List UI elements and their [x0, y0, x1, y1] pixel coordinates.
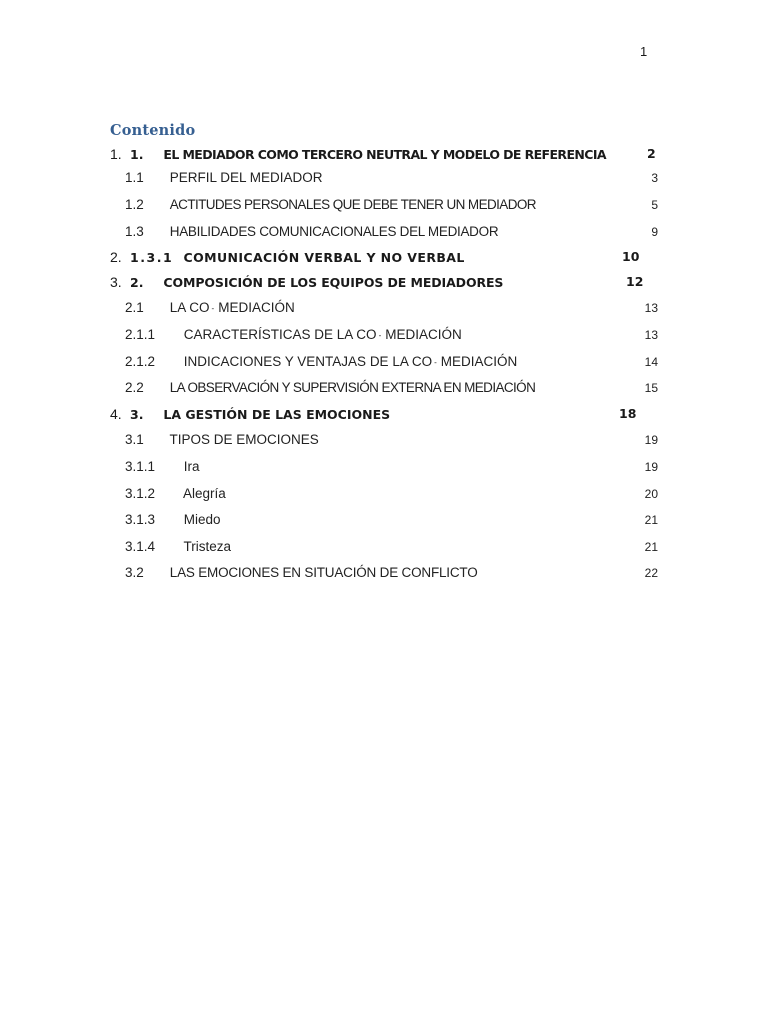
toc-entry-page: 5 [651, 198, 658, 212]
toc-entry-number: 3.1.4 [125, 539, 156, 554]
toc-entry-number: 3.1.1 [125, 459, 156, 474]
toc-entry-2-1[interactable] [125, 300, 658, 315]
toc-entry-page: 12 [626, 274, 644, 289]
toc-entry-number: 3.2 [125, 565, 144, 580]
toc-entry-1[interactable] [110, 146, 656, 162]
toc-entry-title: Ira [183, 459, 200, 474]
toc-entry-title: PERFIL DEL MEDIADOR [169, 170, 323, 185]
hyphen: - [434, 357, 437, 367]
toc-entry-3-1-4[interactable] [125, 539, 658, 554]
hyphen: - [378, 330, 382, 340]
toc-entry-title: Miedo [183, 512, 221, 527]
toc-entry-page: 14 [644, 355, 658, 369]
toc-entry-number: 1. [130, 147, 144, 162]
toc-entry-page: 2 [647, 146, 656, 161]
toc-entry-2-1-1[interactable] [125, 327, 658, 342]
toc-entry-number: 2.1.2 [125, 354, 156, 369]
toc-entry-number: 3.1 [125, 432, 144, 447]
toc-entry-prefix: 4. [110, 406, 122, 422]
toc-entry-3-2[interactable] [125, 565, 658, 580]
toc-entry-number: 1.3 [125, 224, 144, 239]
toc-entry-title [184, 354, 518, 369]
toc-entry-title-part: INDICACIONES Y VENTAJAS DE LA CO [183, 354, 433, 369]
toc-entry-page: 10 [622, 249, 640, 264]
toc-entry-1-3[interactable] [125, 224, 658, 239]
toc-entry-3-1-2[interactable] [125, 486, 658, 501]
toc-entry-2-1-2[interactable] [125, 354, 658, 369]
toc-entry-page: 22 [644, 566, 658, 580]
toc-entry-3-1[interactable] [125, 432, 658, 447]
toc-entry-1-2[interactable] [125, 197, 658, 212]
toc-entry-number: 2.1 [125, 300, 144, 315]
toc-entry-number: 3.1.2 [125, 486, 156, 501]
toc-entry-title-part: LA CO [169, 300, 210, 315]
toc-entry-title-part: MEDIACIÓN [385, 327, 462, 342]
toc-entry-page: 19 [644, 433, 658, 447]
toc-entry-title: COMUNICACIÓN VERBAL Y NO VERBAL [183, 250, 465, 265]
toc-entry-2[interactable] [110, 274, 644, 290]
toc-entry-title: Alegría [183, 486, 226, 501]
toc-entry-title: COMPOSICIÓN DE LOS EQUIPOS DE MEDIADORES [163, 275, 504, 290]
toc-entry-title-part: MEDIACIÓN [218, 300, 295, 315]
toc-entry-prefix: 3. [110, 274, 122, 290]
toc-entry-number: 2.1.1 [125, 327, 156, 342]
hyphen: - [211, 303, 215, 313]
toc-entry-title: TIPOS DE EMOCIONES [169, 432, 319, 447]
page-number: 1 [640, 44, 648, 59]
toc-entry-title: LA GESTIÓN DE LAS EMOCIONES [163, 407, 391, 422]
toc-entry-page: 19 [644, 460, 658, 474]
toc-entry-title: Tristeza [183, 539, 232, 554]
toc-entry-page: 20 [644, 487, 658, 501]
toc-entry-page: 9 [651, 225, 658, 239]
toc-entry-title-part: MEDIACIÓN [440, 354, 518, 369]
toc-entry-2-2[interactable] [125, 380, 658, 395]
toc-entry-page: 18 [619, 406, 637, 421]
toc-entry-page: 21 [644, 513, 658, 527]
toc-entry-number: 1.3.1 [130, 250, 174, 265]
toc-entry-prefix: 1. [110, 146, 122, 162]
toc-entry-3-1-1[interactable] [125, 459, 658, 474]
toc-entry-number: 1.2 [125, 197, 144, 212]
toc-entry-page: 13 [644, 301, 658, 315]
toc-entry-1-3-1[interactable] [110, 249, 640, 265]
toc-entry-title: LAS EMOCIONES EN SITUACIÓN DE CONFLICTO [169, 565, 478, 580]
toc-entry-title-part: CARACTERÍSTICAS DE LA CO [183, 327, 377, 342]
toc-entry-1-1[interactable] [125, 170, 658, 185]
toc-entry-title: EL MEDIADOR COMO TERCERO NEUTRAL Y MODELO DE REFERENCIA [163, 147, 606, 162]
toc-entry-number: 2. [130, 275, 144, 290]
toc-entry-number: 3.1.3 [125, 512, 156, 527]
toc-entry-number: 3. [130, 407, 144, 422]
toc-entry-title: LA OBSERVACIÓN Y SUPERVISIÓN EXTERNA EN MEDIACIÓN [169, 380, 536, 395]
toc-entry-title: ACTITUDES PERSONALES QUE DEBE TENER UN MEDIADOR [169, 197, 536, 212]
toc-title: Contenido [110, 122, 196, 139]
toc-entry-number: 1.1 [125, 170, 144, 185]
toc-entry-title [170, 300, 295, 315]
toc-entry-3[interactable] [110, 406, 637, 422]
toc-entry-page: 15 [644, 381, 658, 395]
toc-entry-page: 3 [651, 171, 658, 185]
toc-entry-title [184, 327, 462, 342]
toc-entry-title: HABILIDADES COMUNICACIONALES DEL MEDIADOR [169, 224, 499, 239]
toc-entry-3-1-3[interactable] [125, 512, 658, 527]
toc-entry-prefix: 2. [110, 249, 122, 265]
toc-entry-page: 13 [644, 328, 658, 342]
toc-entry-number: 2.2 [125, 380, 144, 395]
toc-entry-page: 21 [644, 540, 658, 554]
